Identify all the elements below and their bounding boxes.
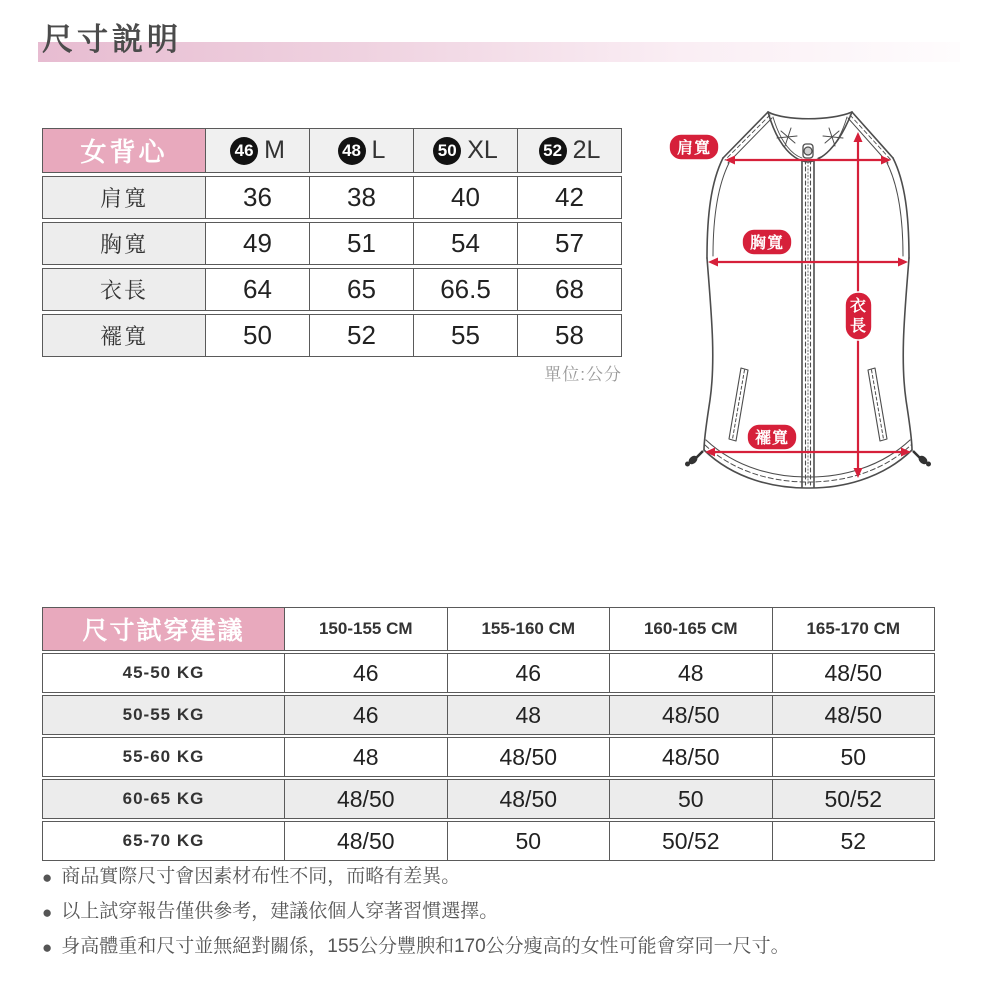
fit-value: 46 xyxy=(447,654,610,692)
note-line xyxy=(40,936,960,958)
note-text: 商品實際尺寸會因素材布性不同，而略有差異。 xyxy=(61,866,461,887)
size-spec-title-cell: 女背心 xyxy=(43,129,205,172)
fit-value: 48/50 xyxy=(284,822,447,860)
length-label-bottom: 長 xyxy=(849,318,868,335)
measure-value: 68 xyxy=(517,269,621,310)
size-name: 2L xyxy=(572,136,601,164)
note-text: 以上試穿報告僅供參考，建議依個人穿著習慣選擇。 xyxy=(61,901,499,922)
armhole-left xyxy=(707,158,723,258)
fit-value: 50 xyxy=(447,822,610,860)
fit-value: 48/50 xyxy=(447,738,610,776)
measure-label: 肩寬 xyxy=(43,177,205,218)
size-name: L xyxy=(371,136,386,164)
fit-table-title: 尺寸試穿建議 xyxy=(43,608,284,650)
size-col-header xyxy=(205,129,309,172)
measure-value: 50 xyxy=(205,315,309,356)
measure-value: 42 xyxy=(517,177,621,218)
table-row xyxy=(42,695,935,735)
bullet-icon: ● xyxy=(42,903,53,922)
size-number-badge: 50 xyxy=(433,137,461,165)
size-name: M xyxy=(264,136,285,164)
weight-label: 65-70 KG xyxy=(122,831,205,850)
measure-label: 襬寬 xyxy=(43,315,205,356)
table-row xyxy=(42,821,935,861)
fit-value: 48/50 xyxy=(772,654,935,692)
size-spec-table xyxy=(42,128,622,357)
fit-value: 48 xyxy=(609,654,772,692)
table-row xyxy=(42,779,935,819)
size-number-badge: 46 xyxy=(230,137,258,165)
table-row xyxy=(42,176,622,219)
height-col-header: 155-160 CM xyxy=(447,608,610,650)
fit-value: 48/50 xyxy=(447,780,610,818)
height-col-header: 150-155 CM xyxy=(284,608,447,650)
note-line xyxy=(40,866,960,888)
shoulder-width-label: 肩寬 xyxy=(676,140,712,157)
note-text: 身高體重和尺寸並無絕對關係，155公分豐腴和170公分瘦高的女性可能會穿同一尺寸。 xyxy=(61,936,790,957)
size-name: XL xyxy=(467,136,498,164)
measure-value: 64 xyxy=(205,269,309,310)
armhole-right xyxy=(893,158,909,258)
fit-header-row xyxy=(42,607,935,651)
fit-value: 50 xyxy=(772,738,935,776)
size-spec-header-row xyxy=(42,128,622,173)
tack-mark-left xyxy=(777,128,797,146)
pocket-right xyxy=(868,368,887,441)
height-col-header: 165-170 CM xyxy=(772,608,935,650)
measure-value: 38 xyxy=(309,177,413,218)
footnotes xyxy=(40,866,960,971)
fit-value: 50 xyxy=(609,780,772,818)
measure-value: 65 xyxy=(309,269,413,310)
table-row xyxy=(42,222,622,265)
fit-value: 50/52 xyxy=(772,780,935,818)
weight-label: 60-65 KG xyxy=(43,780,284,818)
hem-width-label: 襬寬 xyxy=(754,430,790,447)
length-label-top: 衣 xyxy=(849,298,868,315)
fit-suggestion-table xyxy=(42,607,935,861)
measure-pills xyxy=(669,134,872,450)
size-number-badge: 48 xyxy=(338,137,366,165)
size-col-header xyxy=(309,129,413,172)
measure-value: 40 xyxy=(413,177,517,218)
note-line xyxy=(40,901,960,923)
bullet-icon: ● xyxy=(42,938,53,957)
fit-value: 48/50 xyxy=(284,780,447,818)
fit-value: 48 xyxy=(284,738,447,776)
bullet-icon: ● xyxy=(42,868,53,887)
weight-label: 50-55 KG xyxy=(43,696,284,734)
side-seam-right xyxy=(903,258,912,450)
fit-value: 48/50 xyxy=(609,738,772,776)
side-seam-left xyxy=(704,258,713,450)
size-number-badge: 52 xyxy=(539,137,567,165)
table-row xyxy=(42,268,622,311)
fit-value: 48/50 xyxy=(772,696,935,734)
measure-label: 胸寬 xyxy=(43,223,205,264)
height-col-header: 160-165 CM xyxy=(609,608,772,650)
zipper xyxy=(802,144,814,487)
measure-value: 36 xyxy=(205,177,309,218)
measure-value: 49 xyxy=(205,223,309,264)
unit-note: 單位:公分 xyxy=(544,365,622,384)
weight-label: 55-60 KG xyxy=(122,747,205,766)
measure-label: 衣長 xyxy=(43,269,205,310)
fit-value: 52 xyxy=(772,822,935,860)
vest-outline xyxy=(704,112,912,488)
measure-value: 57 xyxy=(517,223,621,264)
measure-value: 54 xyxy=(413,223,517,264)
page-title: 尺寸説明 xyxy=(42,22,182,57)
fit-value: 48/50 xyxy=(609,696,772,734)
measure-value: 58 xyxy=(517,315,621,356)
fit-value: 48 xyxy=(447,696,610,734)
weight-label: 45-50 KG xyxy=(122,663,205,682)
measure-value: 52 xyxy=(309,315,413,356)
measure-value: 51 xyxy=(309,223,413,264)
table-row xyxy=(42,314,622,357)
measure-value: 55 xyxy=(413,315,517,356)
pocket-left xyxy=(729,368,748,441)
table-row xyxy=(42,737,935,777)
fit-value: 46 xyxy=(284,696,447,734)
size-col-header xyxy=(413,129,517,172)
vest-diagram xyxy=(645,100,985,510)
measure-value: 66.5 xyxy=(413,269,517,310)
chest-width-label: 胸寬 xyxy=(749,235,785,252)
size-col-header xyxy=(517,129,621,172)
fit-value: 50/52 xyxy=(609,822,772,860)
fit-value: 46 xyxy=(284,654,447,692)
table-row xyxy=(42,653,935,693)
